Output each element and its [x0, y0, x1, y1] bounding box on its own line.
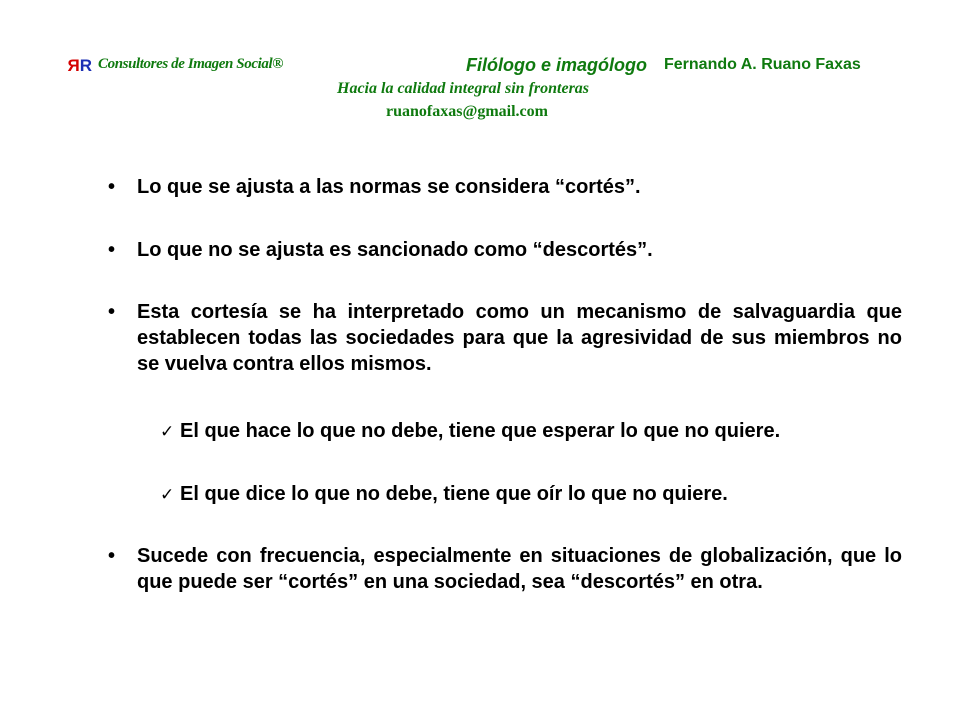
logo-r: R	[79, 56, 92, 75]
bullet-text: Sucede con frecuencia, especialmente en situaciones de globalización, que lo que puede ser “cortés” en una sociedad, sea “descortés” en otra.	[137, 545, 902, 593]
bullet-text: Lo que no se ajusta es sancionado como “descortés”.	[137, 239, 653, 261]
author-role: Filólogo e imagólogo	[466, 55, 647, 75]
check-icon: ✓	[160, 485, 175, 505]
bullet-marker: •	[108, 176, 116, 198]
tagline: Hacia la calidad integral sin fronteras	[337, 80, 590, 97]
bullet-text: Lo que se ajusta a las normas se considera “cortés”.	[137, 176, 641, 198]
bullet-text: Esta cortesía se ha interpretado como un mecanismo de salvaguardia que establecen todas las sociedades para que la agresividad de sus miembros no se vuelva contra ellos mismos.	[137, 301, 902, 375]
check-icon: ✓	[160, 422, 175, 442]
sub-point-text: El que dice lo que no debe, tiene que oír lo que no quiere.	[180, 483, 728, 505]
company-name: Consultores de Imagen Social®	[98, 56, 284, 72]
sub-point	[160, 418, 920, 445]
sub-point-text: El que hace lo que no debe, tiene que esperar lo que no quiere.	[180, 420, 781, 442]
contact-email: ruanofaxas@gmail.com	[386, 103, 548, 120]
logo-reversed-r: R	[68, 56, 80, 75]
bullet-marker: •	[108, 545, 116, 567]
company-logo	[68, 56, 92, 76]
bullet-marker: •	[108, 301, 116, 323]
bullet-marker: •	[108, 239, 116, 261]
sub-point	[160, 481, 920, 508]
slide-header	[0, 0, 960, 140]
author-name: Fernando A. Ruano Faxas	[664, 56, 861, 73]
